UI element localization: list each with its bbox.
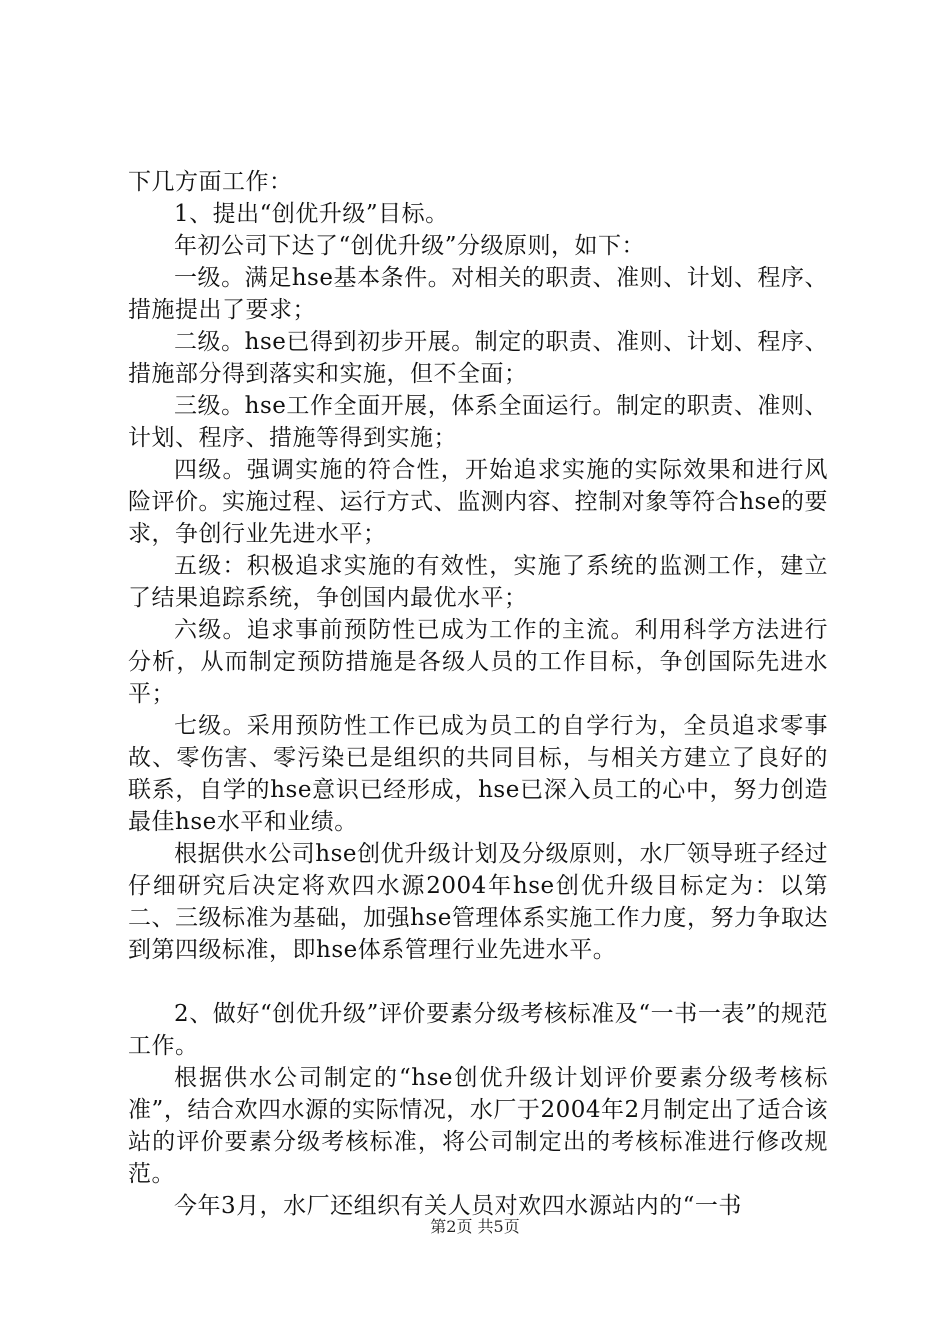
section-heading-1: 1、提出“创优升级”目标。 (174, 201, 449, 227)
paragraph: 根据供水公司hse创优升级计划及分级原则，水厂领导班子经过仔细研究后决定将欢四水源2004年hse创优升级目标定为：以第二、三级标准为基础，加强hse管理体系实施工作力度，努力争取达到第四级标准，即hse体系管理行业先进水平。 (128, 841, 828, 963)
paragraph: 今年3月，水厂还组织有关人员对欢四水源站内的“一书 (174, 1193, 742, 1219)
paragraph-continuation: 下几方面工作： (128, 169, 293, 195)
level-6-paragraph: 六级。追求事前预防性已成为工作的主流。利用科学方法进行分析，从而制定预防措施是各级人员的工作目标，争创国际先进水平； (128, 617, 828, 707)
paragraph-spacer (128, 966, 828, 998)
level-5-paragraph: 五级：积极追求实施的有效性，实施了系统的监测工作，建立了结果追踪系统，争创国内最优水平； (128, 553, 828, 611)
level-4-paragraph: 四级。强调实施的符合性，开始追求实施的实际效果和进行风险评价。实施过程、运行方式、监测内容、控制对象等符合hse的要求，争创行业先进水平； (128, 457, 828, 547)
section-heading-2: 2、做好“创优升级”评价要素分级考核标准及“一书一表”的规范工作。 (128, 1001, 828, 1059)
level-3-paragraph: 三级。hse工作全面开展，体系全面运行。制定的职责、准则、计划、程序、措施等得到实施； (128, 393, 828, 451)
page-number-footer: 第2页 共5页 (430, 1217, 520, 1236)
paragraph: 年初公司下达了“创优升级”分级原则，如下： (174, 233, 646, 259)
paragraph: 根据供水公司制定的“hse创优升级计划评价要素分级考核标准”，结合欢四水源的实际情况，水厂于2004年2月制定出了适合该站的评价要素分级考核标准，将公司制定出的考核标准进行修改规范。 (128, 1065, 828, 1187)
level-7-paragraph: 七级。采用预防性工作已成为员工的自学行为，全员追求零事故、零伤害、零污染已是组织的共同目标，与相关方建立了良好的联系，自学的hse意识已经形成，hse已深入员工的心中，努力创造最佳hse水平和业绩。 (128, 713, 828, 835)
level-2-paragraph: 二级。hse已得到初步开展。制定的职责、准则、计划、程序、措施部分得到落实和实施，但不全面； (128, 329, 828, 387)
document-body (128, 166, 828, 1222)
level-1-paragraph: 一级。满足hse基本条件。对相关的职责、准则、计划、程序、措施提出了要求； (128, 265, 828, 323)
